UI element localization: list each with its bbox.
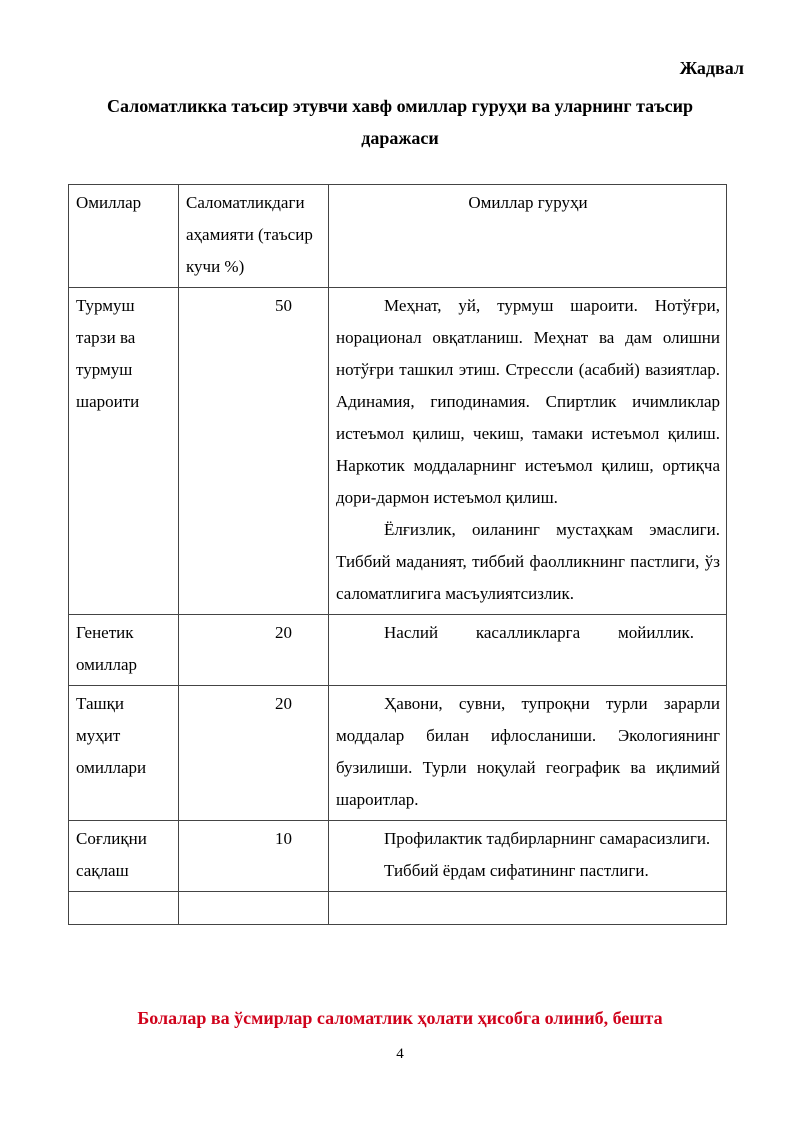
- description-paragraph: Наслий касалликларга мойиллик.: [384, 623, 694, 642]
- table-row: [69, 288, 727, 615]
- risk-factors-table: [68, 184, 727, 925]
- title-line-1: Саломатликка таъсир этувчи хавф омиллар гуруҳи ва уларнинг таъсир: [106, 96, 694, 116]
- table-row: [69, 821, 727, 892]
- table-row: [69, 686, 727, 821]
- description-cell: [329, 686, 727, 821]
- table-row-empty: [69, 892, 727, 925]
- empty-cell: [69, 892, 179, 925]
- column-header-importance: Саломатликдаги аҳамияти (таъсир кучи %): [179, 185, 329, 288]
- description-paragraph: Меҳнат, уй, турмуш шароити. Нотўғри, норационал овқатланиш. Меҳнат ва дам олишни нотўғри ташкил этиш. Стрессли (асабий) вазиятлар. Адинамия, гиподинамия. Спиртлик ичимликлар истеъмол қилиш, чекиш, тамаки истеъмол қилиш. Наркотик моддаларнинг истеъмол қилиш, ортиқча дори-дармон истеъмол қилиш.: [336, 296, 720, 507]
- value-cell: 10: [179, 821, 329, 892]
- empty-cell: [329, 892, 727, 925]
- continuation-text: Болалар ва ўсмирлар саломатлик ҳолати ҳисобга олиниб, бешта: [137, 1008, 663, 1028]
- description-paragraph: Тиббий ёрдам сифатининг пастлиги.: [384, 861, 649, 880]
- description-cell: [329, 615, 727, 686]
- table-label: Жадвал: [679, 58, 744, 78]
- factor-cell: Ташқи муҳит омиллари: [69, 686, 179, 821]
- description-paragraph: Ёлғизлик, оиланинг мустаҳкам эмаслиги. Тиббий маданият, тиббий фаолликнинг пастлиги, ўз саломатлигига масъулиятсизлик.: [336, 520, 720, 603]
- value-cell: 20: [179, 686, 329, 821]
- title-line-2: даражаси: [361, 128, 439, 148]
- table-row: [69, 615, 727, 686]
- value-cell: 20: [179, 615, 329, 686]
- value-cell: 50: [179, 288, 329, 615]
- factor-cell: Генетик омиллар: [69, 615, 179, 686]
- description-cell: [329, 288, 727, 615]
- empty-cell: [179, 892, 329, 925]
- description-paragraph: Ҳавони, сувни, тупроқни турли зарарли моддалар билан ифлосланиши. Экологиянинг бузилиши. Турли ноқулай географик ва иқлимий шароитлар.: [336, 694, 720, 809]
- description-cell: [329, 821, 727, 892]
- page-number: 4: [396, 1046, 404, 1062]
- page-title: [60, 90, 740, 154]
- factor-cell: Соғлиқни сақлаш: [69, 821, 179, 892]
- description-paragraph: Профилактик тадбирларнинг самарасизлиги.: [384, 829, 711, 848]
- column-header-group: Омиллар гуруҳи: [329, 185, 727, 288]
- table-header-row: [69, 185, 727, 288]
- column-header-factors: Омиллар: [69, 185, 179, 288]
- factor-cell: Турмуш тарзи ва турмуш шароити: [69, 288, 179, 615]
